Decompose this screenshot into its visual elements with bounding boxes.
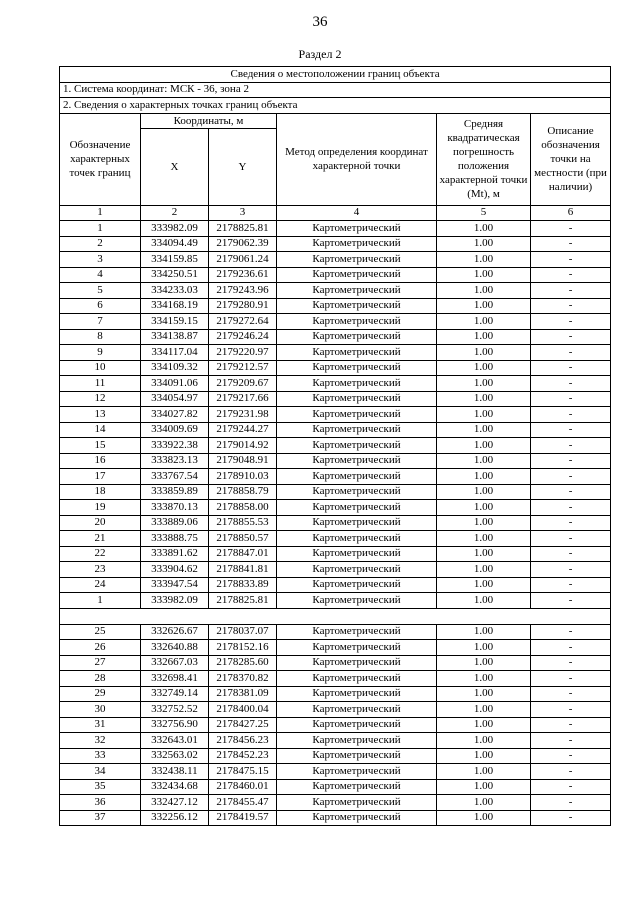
page-number: 36: [312, 14, 328, 30]
table-row: [60, 702, 611, 718]
table-row: [60, 422, 611, 438]
error-cell: 1.00: [437, 236, 531, 252]
method-cell: Картометрический: [277, 577, 437, 593]
point-number-cell: 8: [60, 329, 141, 345]
x-coordinate-cell: 332626.67: [141, 624, 209, 640]
error-cell: 1.00: [437, 640, 531, 656]
table-row: [60, 500, 611, 516]
column-number: 3: [209, 205, 277, 221]
description-cell: -: [531, 236, 611, 252]
y-coordinate-cell: 2179280.91: [209, 298, 277, 314]
point-number-cell: 15: [60, 438, 141, 454]
description-cell: -: [531, 779, 611, 795]
method-cell: Картометрический: [277, 298, 437, 314]
y-coordinate-cell: 2179048.91: [209, 453, 277, 469]
table-row: [60, 376, 611, 392]
table-row: [60, 546, 611, 562]
point-number-cell: 29: [60, 686, 141, 702]
point-number-cell: 6: [60, 298, 141, 314]
error-cell: 1.00: [437, 577, 531, 593]
description-cell: -: [531, 298, 611, 314]
column-number: 5: [437, 205, 531, 221]
point-number-cell: 30: [60, 702, 141, 718]
description-cell: -: [531, 267, 611, 283]
error-cell: 1.00: [437, 252, 531, 268]
description-cell: -: [531, 748, 611, 764]
x-coordinate-cell: 334233.03: [141, 283, 209, 299]
method-cell: Картометрический: [277, 376, 437, 392]
method-cell: Картометрический: [277, 422, 437, 438]
point-number-cell: 16: [60, 453, 141, 469]
error-cell: 1.00: [437, 329, 531, 345]
point-number-cell: 32: [60, 733, 141, 749]
table-row: [60, 779, 611, 795]
y-coordinate-cell: 2178381.09: [209, 686, 277, 702]
table-row: [60, 655, 611, 671]
x-coordinate-cell: 333904.62: [141, 562, 209, 578]
x-coordinate-cell: 334168.19: [141, 298, 209, 314]
error-cell: 1.00: [437, 624, 531, 640]
y-coordinate-cell: 2179209.67: [209, 376, 277, 392]
description-cell: -: [531, 453, 611, 469]
y-coordinate-cell: 2178285.60: [209, 655, 277, 671]
x-coordinate-cell: 332749.14: [141, 686, 209, 702]
method-cell: Картометрический: [277, 593, 437, 609]
error-cell: 1.00: [437, 438, 531, 454]
description-cell: -: [531, 640, 611, 656]
x-coordinate-cell: 334091.06: [141, 376, 209, 392]
error-cell: 1.00: [437, 748, 531, 764]
y-coordinate-cell: 2179236.61: [209, 267, 277, 283]
table-caption: Сведения о местоположении границ объекта: [60, 67, 611, 83]
point-number-cell: 2: [60, 236, 141, 252]
point-number-cell: 33: [60, 748, 141, 764]
point-number-cell: 31: [60, 717, 141, 733]
table-row: [60, 283, 611, 299]
contour-separator-row: [60, 608, 611, 624]
x-coordinate-cell: 334054.97: [141, 391, 209, 407]
y-coordinate-cell: 2178419.57: [209, 810, 277, 826]
table-row: [60, 484, 611, 500]
method-cell: Картометрический: [277, 779, 437, 795]
error-cell: 1.00: [437, 360, 531, 376]
error-cell: 1.00: [437, 546, 531, 562]
header-description: Описание обозначения точки на местности (при наличии): [531, 113, 611, 205]
x-coordinate-cell: 333823.13: [141, 453, 209, 469]
x-coordinate-cell: 333922.38: [141, 438, 209, 454]
method-cell: Картометрический: [277, 345, 437, 361]
method-cell: Картометрический: [277, 671, 437, 687]
error-cell: 1.00: [437, 671, 531, 687]
y-coordinate-cell: 2179014.92: [209, 438, 277, 454]
separator-cell: [60, 608, 611, 624]
x-coordinate-cell: 332427.12: [141, 795, 209, 811]
table-row: [60, 624, 611, 640]
description-cell: -: [531, 624, 611, 640]
method-cell: Картометрический: [277, 236, 437, 252]
description-cell: -: [531, 391, 611, 407]
error-cell: 1.00: [437, 283, 531, 299]
point-number-cell: 28: [60, 671, 141, 687]
method-cell: Картометрический: [277, 484, 437, 500]
table-row: [60, 562, 611, 578]
point-number-cell: 11: [60, 376, 141, 392]
y-coordinate-cell: 2179062.39: [209, 236, 277, 252]
x-coordinate-cell: 332667.03: [141, 655, 209, 671]
error-cell: 1.00: [437, 391, 531, 407]
y-coordinate-cell: 2178400.04: [209, 702, 277, 718]
table-row: [60, 267, 611, 283]
x-coordinate-cell: 332563.02: [141, 748, 209, 764]
error-cell: 1.00: [437, 655, 531, 671]
header-point-designation: Обозначение характерных точек границ: [60, 113, 141, 205]
method-cell: Картометрический: [277, 267, 437, 283]
error-cell: 1.00: [437, 422, 531, 438]
x-coordinate-cell: 334138.87: [141, 329, 209, 345]
description-cell: -: [531, 717, 611, 733]
error-cell: 1.00: [437, 376, 531, 392]
method-cell: Картометрический: [277, 453, 437, 469]
method-cell: Картометрический: [277, 717, 437, 733]
error-cell: 1.00: [437, 298, 531, 314]
description-cell: -: [531, 593, 611, 609]
x-coordinate-cell: 334109.32: [141, 360, 209, 376]
y-coordinate-cell: 2178456.23: [209, 733, 277, 749]
table-row: [60, 795, 611, 811]
x-coordinate-cell: 334117.04: [141, 345, 209, 361]
description-cell: -: [531, 360, 611, 376]
header-method: Метод определения координат характерной точки: [277, 113, 437, 205]
description-cell: -: [531, 314, 611, 330]
y-coordinate-cell: 2179217.66: [209, 391, 277, 407]
point-number-cell: 1: [60, 221, 141, 237]
error-cell: 1.00: [437, 453, 531, 469]
point-number-cell: 14: [60, 422, 141, 438]
column-number: 2: [141, 205, 209, 221]
description-cell: -: [531, 438, 611, 454]
table-row: [60, 345, 611, 361]
error-cell: 1.00: [437, 345, 531, 361]
method-cell: Картометрический: [277, 624, 437, 640]
error-cell: 1.00: [437, 531, 531, 547]
table-row: [60, 469, 611, 485]
description-cell: -: [531, 283, 611, 299]
x-coordinate-cell: 333889.06: [141, 515, 209, 531]
point-number-cell: 3: [60, 252, 141, 268]
y-coordinate-cell: 2178037.07: [209, 624, 277, 640]
description-cell: -: [531, 577, 611, 593]
table-row: [60, 453, 611, 469]
section-title: Раздел 2: [298, 47, 342, 61]
error-cell: 1.00: [437, 779, 531, 795]
x-coordinate-cell: 332756.90: [141, 717, 209, 733]
y-coordinate-cell: 2178858.00: [209, 500, 277, 516]
description-cell: -: [531, 702, 611, 718]
y-coordinate-cell: 2178833.89: [209, 577, 277, 593]
point-number-cell: 21: [60, 531, 141, 547]
x-coordinate-cell: 332643.01: [141, 733, 209, 749]
table-row: [60, 407, 611, 423]
description-cell: -: [531, 376, 611, 392]
point-number-cell: 12: [60, 391, 141, 407]
column-number: 6: [531, 205, 611, 221]
method-cell: Картометрический: [277, 283, 437, 299]
y-coordinate-cell: 2178850.57: [209, 531, 277, 547]
description-cell: -: [531, 221, 611, 237]
x-coordinate-cell: 332640.88: [141, 640, 209, 656]
table-row: [60, 252, 611, 268]
x-coordinate-cell: 334094.49: [141, 236, 209, 252]
x-coordinate-cell: 333859.89: [141, 484, 209, 500]
method-cell: Картометрический: [277, 407, 437, 423]
description-cell: -: [531, 422, 611, 438]
header-y: Y: [209, 128, 277, 205]
description-cell: -: [531, 810, 611, 826]
description-cell: -: [531, 500, 611, 516]
method-cell: Картометрический: [277, 252, 437, 268]
description-cell: -: [531, 252, 611, 268]
x-coordinate-cell: 334159.85: [141, 252, 209, 268]
table-row: [60, 515, 611, 531]
method-cell: Картометрический: [277, 469, 437, 485]
error-cell: 1.00: [437, 515, 531, 531]
y-coordinate-cell: 2178858.79: [209, 484, 277, 500]
description-cell: -: [531, 345, 611, 361]
point-number-cell: 27: [60, 655, 141, 671]
table-row: [60, 717, 611, 733]
y-coordinate-cell: 2179243.96: [209, 283, 277, 299]
description-cell: -: [531, 531, 611, 547]
method-cell: Картометрический: [277, 360, 437, 376]
point-number-cell: 35: [60, 779, 141, 795]
error-cell: 1.00: [437, 314, 531, 330]
point-number-cell: 4: [60, 267, 141, 283]
error-cell: 1.00: [437, 810, 531, 826]
error-cell: 1.00: [437, 267, 531, 283]
point-number-cell: 17: [60, 469, 141, 485]
x-coordinate-cell: 332438.11: [141, 764, 209, 780]
y-coordinate-cell: 2179246.24: [209, 329, 277, 345]
y-coordinate-cell: 2179061.24: [209, 252, 277, 268]
point-number-cell: 13: [60, 407, 141, 423]
error-cell: 1.00: [437, 686, 531, 702]
point-number-cell: 20: [60, 515, 141, 531]
description-cell: -: [531, 469, 611, 485]
x-coordinate-cell: 334009.69: [141, 422, 209, 438]
y-coordinate-cell: 2179272.64: [209, 314, 277, 330]
method-cell: Картометрический: [277, 329, 437, 345]
x-coordinate-cell: 332256.12: [141, 810, 209, 826]
error-cell: 1.00: [437, 702, 531, 718]
method-cell: Картометрический: [277, 748, 437, 764]
x-coordinate-cell: 333947.54: [141, 577, 209, 593]
table-row: [60, 298, 611, 314]
description-cell: -: [531, 733, 611, 749]
table-row: [60, 810, 611, 826]
y-coordinate-cell: 2178825.81: [209, 221, 277, 237]
point-number-cell: 23: [60, 562, 141, 578]
method-cell: Картометрический: [277, 500, 437, 516]
x-coordinate-cell: 334159.15: [141, 314, 209, 330]
point-number-cell: 19: [60, 500, 141, 516]
table-row: [60, 671, 611, 687]
y-coordinate-cell: 2179244.27: [209, 422, 277, 438]
point-number-cell: 36: [60, 795, 141, 811]
y-coordinate-cell: 2179220.97: [209, 345, 277, 361]
point-number-cell: 37: [60, 810, 141, 826]
method-cell: Картометрический: [277, 640, 437, 656]
method-cell: Картометрический: [277, 438, 437, 454]
table-row: [60, 733, 611, 749]
table-row: [60, 329, 611, 345]
error-cell: 1.00: [437, 733, 531, 749]
x-coordinate-cell: 333870.13: [141, 500, 209, 516]
x-coordinate-cell: 333767.54: [141, 469, 209, 485]
method-cell: Картометрический: [277, 764, 437, 780]
error-cell: 1.00: [437, 221, 531, 237]
y-coordinate-cell: 2178825.81: [209, 593, 277, 609]
point-number-cell: 7: [60, 314, 141, 330]
table-row: [60, 221, 611, 237]
table-row: [60, 748, 611, 764]
method-cell: Картометрический: [277, 795, 437, 811]
method-cell: Картометрический: [277, 515, 437, 531]
error-cell: 1.00: [437, 469, 531, 485]
header-x: X: [141, 128, 209, 205]
y-coordinate-cell: 2178475.15: [209, 764, 277, 780]
method-cell: Картометрический: [277, 733, 437, 749]
error-cell: 1.00: [437, 562, 531, 578]
x-coordinate-cell: 332752.52: [141, 702, 209, 718]
point-number-cell: 24: [60, 577, 141, 593]
description-cell: -: [531, 484, 611, 500]
table-row: [60, 577, 611, 593]
error-cell: 1.00: [437, 484, 531, 500]
point-number-cell: 25: [60, 624, 141, 640]
x-coordinate-cell: 332698.41: [141, 671, 209, 687]
x-coordinate-cell: 333891.62: [141, 546, 209, 562]
table-row: [60, 236, 611, 252]
table-row: [60, 686, 611, 702]
x-coordinate-cell: 333982.09: [141, 593, 209, 609]
method-cell: Картометрический: [277, 546, 437, 562]
error-cell: 1.00: [437, 717, 531, 733]
point-number-cell: 10: [60, 360, 141, 376]
description-cell: -: [531, 655, 611, 671]
x-coordinate-cell: 333982.09: [141, 221, 209, 237]
description-cell: -: [531, 515, 611, 531]
y-coordinate-cell: 2178152.16: [209, 640, 277, 656]
description-cell: -: [531, 686, 611, 702]
table-row: [60, 360, 611, 376]
header-coordinates: Координаты, м: [141, 113, 277, 128]
method-cell: Картометрический: [277, 810, 437, 826]
error-cell: 1.00: [437, 407, 531, 423]
table-row: [60, 593, 611, 609]
method-cell: Картометрический: [277, 655, 437, 671]
method-cell: Картометрический: [277, 702, 437, 718]
x-coordinate-cell: 334250.51: [141, 267, 209, 283]
description-cell: -: [531, 407, 611, 423]
method-cell: Картометрический: [277, 221, 437, 237]
y-coordinate-cell: 2179212.57: [209, 360, 277, 376]
table-row: [60, 640, 611, 656]
coordinate-system: 1. Система координат: МСК - 36, зона 2: [60, 82, 611, 98]
boundary-points-table: [59, 66, 611, 826]
method-cell: Картометрический: [277, 391, 437, 407]
table-row: [60, 438, 611, 454]
description-cell: -: [531, 671, 611, 687]
point-number-cell: 26: [60, 640, 141, 656]
x-coordinate-cell: 334027.82: [141, 407, 209, 423]
error-cell: 1.00: [437, 764, 531, 780]
description-cell: -: [531, 546, 611, 562]
description-cell: -: [531, 764, 611, 780]
y-coordinate-cell: 2178370.82: [209, 671, 277, 687]
point-number-cell: 5: [60, 283, 141, 299]
y-coordinate-cell: 2179231.98: [209, 407, 277, 423]
table-row: [60, 391, 611, 407]
method-cell: Картометрический: [277, 562, 437, 578]
description-cell: -: [531, 329, 611, 345]
method-cell: Картометрический: [277, 314, 437, 330]
y-coordinate-cell: 2178847.01: [209, 546, 277, 562]
table-row: [60, 314, 611, 330]
y-coordinate-cell: 2178910.03: [209, 469, 277, 485]
y-coordinate-cell: 2178841.81: [209, 562, 277, 578]
point-number-cell: 34: [60, 764, 141, 780]
point-number-cell: 1: [60, 593, 141, 609]
error-cell: 1.00: [437, 795, 531, 811]
point-number-cell: 18: [60, 484, 141, 500]
y-coordinate-cell: 2178460.01: [209, 779, 277, 795]
points-section-title: 2. Сведения о характерных точках границ объекта: [60, 98, 611, 114]
y-coordinate-cell: 2178855.53: [209, 515, 277, 531]
error-cell: 1.00: [437, 500, 531, 516]
point-number-cell: 22: [60, 546, 141, 562]
point-number-cell: 9: [60, 345, 141, 361]
column-number: 4: [277, 205, 437, 221]
method-cell: Картометрический: [277, 531, 437, 547]
header-error: Средняя квадратическая погрешность положения характерной точки (Mt), м: [437, 113, 531, 205]
column-number: 1: [60, 205, 141, 221]
method-cell: Картометрический: [277, 686, 437, 702]
table-row: [60, 531, 611, 547]
y-coordinate-cell: 2178455.47: [209, 795, 277, 811]
x-coordinate-cell: 332434.68: [141, 779, 209, 795]
error-cell: 1.00: [437, 593, 531, 609]
table-row: [60, 764, 611, 780]
description-cell: -: [531, 562, 611, 578]
x-coordinate-cell: 333888.75: [141, 531, 209, 547]
description-cell: -: [531, 795, 611, 811]
y-coordinate-cell: 2178452.23: [209, 748, 277, 764]
y-coordinate-cell: 2178427.25: [209, 717, 277, 733]
